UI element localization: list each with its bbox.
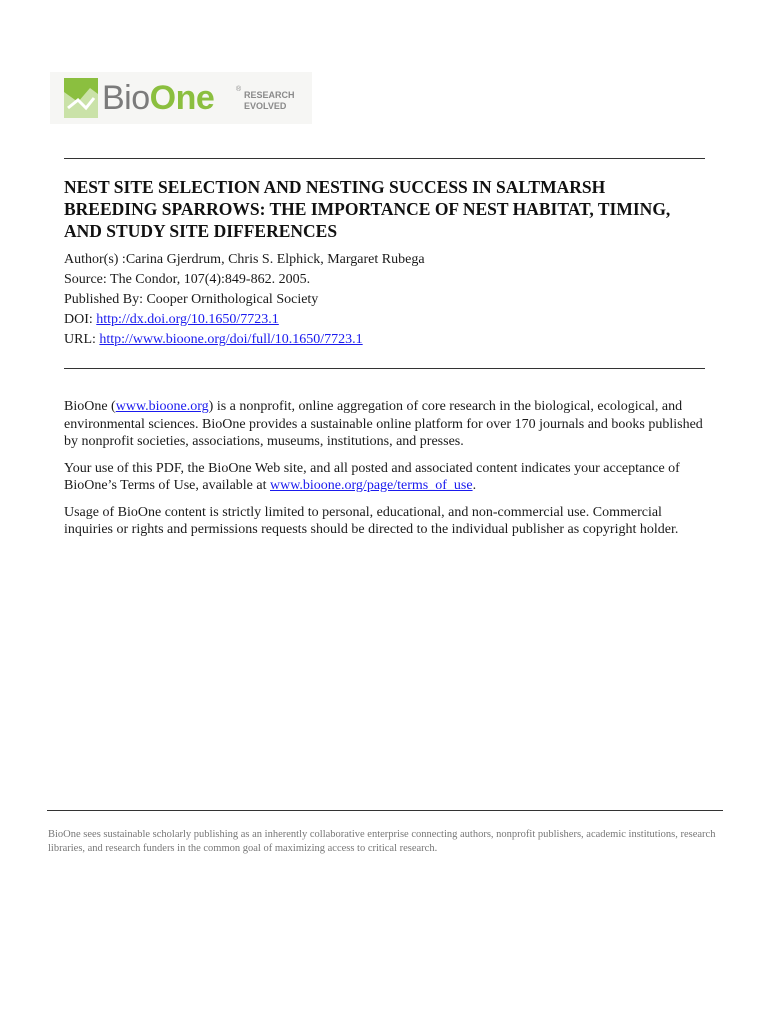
- bioone-site-link[interactable]: www.bioone.org: [115, 399, 209, 414]
- bioone-logo-icon: [64, 78, 98, 118]
- url-link[interactable]: http://www.bioone.org/doi/full/10.1650/7723.1: [99, 332, 363, 347]
- header-divider-bottom: [64, 368, 705, 369]
- article-url: [64, 330, 704, 350]
- header-divider-top: [64, 158, 705, 159]
- bioone-wordmark: [102, 76, 214, 120]
- footer-statement: BioOne sees sustainable scholarly publishing as an inherently collaborative enterprise connecting authors, nonprofit publishers, academic institutions, research libraries, and research funders in the common goal of maximizing access to critical research.: [48, 829, 716, 854]
- logo-word-one: One: [149, 79, 215, 117]
- bioone-notice: [64, 398, 712, 548]
- terms-of-use-link[interactable]: www.bioone.org/page/terms_of_use: [270, 478, 473, 493]
- notice-paragraph-terms: [64, 460, 712, 495]
- article-metadata: [64, 250, 704, 350]
- footer-divider: [47, 810, 723, 811]
- notice-paragraph-usage: Usage of BioOne content is strictly limited to personal, educational, and non-commercial use. Commercial inquiries or rights and permissions requests should be directed to the individual publisher as copyright holder.: [64, 504, 679, 537]
- notice-terms-text-a: Your use of this PDF, the BioOne Web site, and all posted and associated content indicates your acceptance of BioOne’s Terms of Use, available at: [64, 460, 680, 493]
- notice-paragraph-about: [64, 398, 712, 451]
- article-authors: Author(s) :Carina Gjerdrum, Chris S. Elphick, Margaret Rubega: [64, 252, 425, 267]
- bioone-logo[interactable]: [50, 72, 312, 124]
- title-line-2: BREEDING SPARROWS: THE IMPORTANCE OF NEST HABITAT, TIMING,: [64, 199, 671, 219]
- notice-terms-text-b: .: [472, 478, 477, 493]
- logo-tagline-line2: EVOLVED: [244, 101, 287, 111]
- article-title: [64, 176, 724, 242]
- title-line-3: AND STUDY SITE DIFFERENCES: [64, 221, 338, 241]
- notice-about-text-a: BioOne (: [64, 399, 116, 414]
- doi-label: DOI:: [64, 312, 97, 327]
- article-publisher: Published By: Cooper Ornithological Society: [64, 292, 319, 307]
- registered-mark: ®: [236, 86, 242, 93]
- notice-about-text-b: ) is a nonprofit, online aggregation of core research in the biological, ecological, and environmental sciences. BioOne provides a sustainable online platform for over 170 journals and books published by nonprofit societies, associations, museums, institutions, and presses.: [64, 399, 703, 449]
- title-line-1: NEST SITE SELECTION AND NESTING SUCCESS IN SALTMARSH: [64, 177, 606, 197]
- doi-link[interactable]: http://dx.doi.org/10.1650/7723.1: [96, 312, 279, 327]
- logo-tagline: [244, 90, 295, 112]
- article-doi: [64, 310, 704, 330]
- logo-tagline-line1: RESEARCH: [244, 90, 295, 100]
- logo-word-bio: Bio: [102, 79, 150, 117]
- url-label: URL:: [64, 332, 100, 347]
- article-source: Source: The Condor, 107(4):849-862. 2005.: [64, 272, 311, 287]
